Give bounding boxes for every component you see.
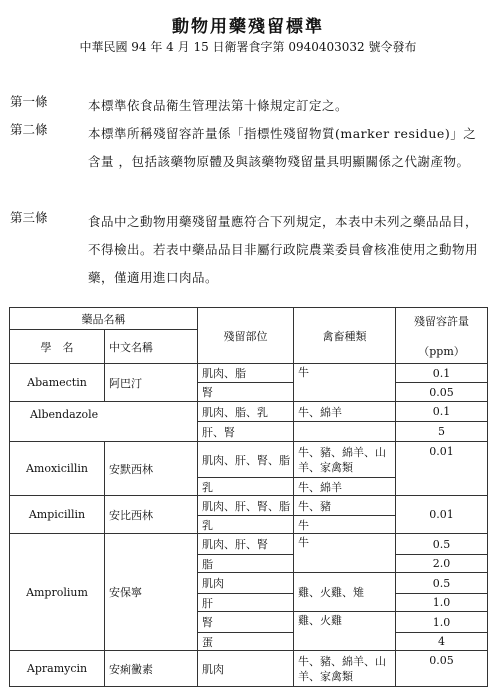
article-1 [10,92,480,120]
drug-chinese: 安默西林 [105,442,198,496]
residue-site: 肌肉、肝、腎 [198,534,294,555]
residue-site: 肌肉 [198,573,294,594]
article-text: 本標準所稱殘留容許量係「指標性殘留物質(marker residue)」之含量 ，包括該藥物原體及與該藥物殘留量具明顯關係之代謝產物。 [88,126,477,169]
header-chinese: 中文名稱 [105,330,198,364]
drug-scientific: Albendazole [10,402,198,442]
species: 牛 [294,534,396,573]
residue-site: 肝、腎 [198,422,294,442]
article-text: 食品中之動物用藥殘留量應符合下列規定，本表中未列之藥品品目，不得檢出。若表中藥品品目非屬行政院農業委員會核准使用之動物用藥，僅適用進口肉品。 [88,214,479,285]
mrl-value: 0.05 [396,383,488,402]
header-mrl-unit: （ppm） [418,344,465,358]
mrl-value: 0.01 [396,496,488,534]
mrl-value: 0.1 [396,402,488,422]
species: 雞、火雞 [294,612,396,651]
residue-site: 腎 [198,612,294,633]
article-text: 本標準依食品衛生管理法第十條規定訂定之。 [88,98,349,113]
residue-site: 肌肉、肝、腎、脂 [198,496,294,516]
drug-chinese: 阿巴汀 [105,364,198,402]
drug-scientific: Ampicillin [10,496,105,534]
species: 雞、火雞、雉 [294,573,396,612]
mrl-value: 0.5 [396,534,488,555]
mrl-value: 2.0 [396,555,488,573]
residue-site: 肌肉、脂 [198,364,294,383]
species: 牛、豬 [294,496,396,516]
species: 牛、綿羊 [294,478,396,496]
mrl-value: 0.1 [396,364,488,383]
residue-site: 脂 [198,555,294,573]
article-2 [10,120,480,176]
residue-site: 肌肉、肝、腎、脂 [198,442,294,478]
header-drug-name: 藥品名稱 [10,308,198,330]
drug-scientific: Abamectin [10,364,105,402]
mrl-value: 1.0 [396,612,488,633]
header-mrl [396,308,488,364]
article-label: 第一條 [10,94,48,109]
mrl-value: 1.0 [396,594,488,612]
drug-chinese: 安痢黴素 [105,651,198,687]
drug-scientific: Amoxicillin [10,442,105,496]
header-scientific: 學 名 [10,330,105,364]
residue-site: 肌肉、脂、乳 [198,402,294,422]
article-label: 第三條 [10,210,48,225]
species: 牛 [294,516,396,534]
residue-site: 腎 [198,383,294,402]
residue-site: 蛋 [198,633,294,651]
residue-site: 乳 [198,516,294,534]
species-empty [294,422,396,442]
article-label: 第二條 [10,122,48,137]
mrl-value: 0.05 [396,651,488,687]
species: 牛、綿羊 [294,402,396,422]
drug-scientific: Amprolium [10,534,105,651]
mrl-table [9,307,488,687]
mrl-value: 0.5 [396,573,488,594]
article-3 [10,208,480,292]
residue-site: 肌肉 [198,651,294,687]
mrl-value: 4 [396,633,488,651]
species: 牛 [294,364,396,402]
drug-scientific: Apramycin [10,651,105,687]
residue-site: 肝 [198,594,294,612]
header-site: 殘留部位 [198,308,294,364]
document-title: 動物用藥殘留標準 [172,17,324,37]
drug-chinese: 安保寧 [105,534,198,651]
species: 牛、豬、綿羊、山羊、家禽類 [294,442,396,478]
document-subtitle: 中華民國 94 年 4 月 15 日衛署食字第 0940403032 號令發布 [79,40,417,54]
species: 牛、豬、綿羊、山羊、家禽類 [294,651,396,687]
mrl-value: 0.01 [396,442,488,496]
header-species: 禽畜種類 [294,308,396,364]
header-mrl-label: 殘留容許量 [414,314,469,328]
drug-chinese: 安比西林 [105,496,198,534]
residue-site: 乳 [198,478,294,496]
mrl-value: 5 [396,422,488,442]
